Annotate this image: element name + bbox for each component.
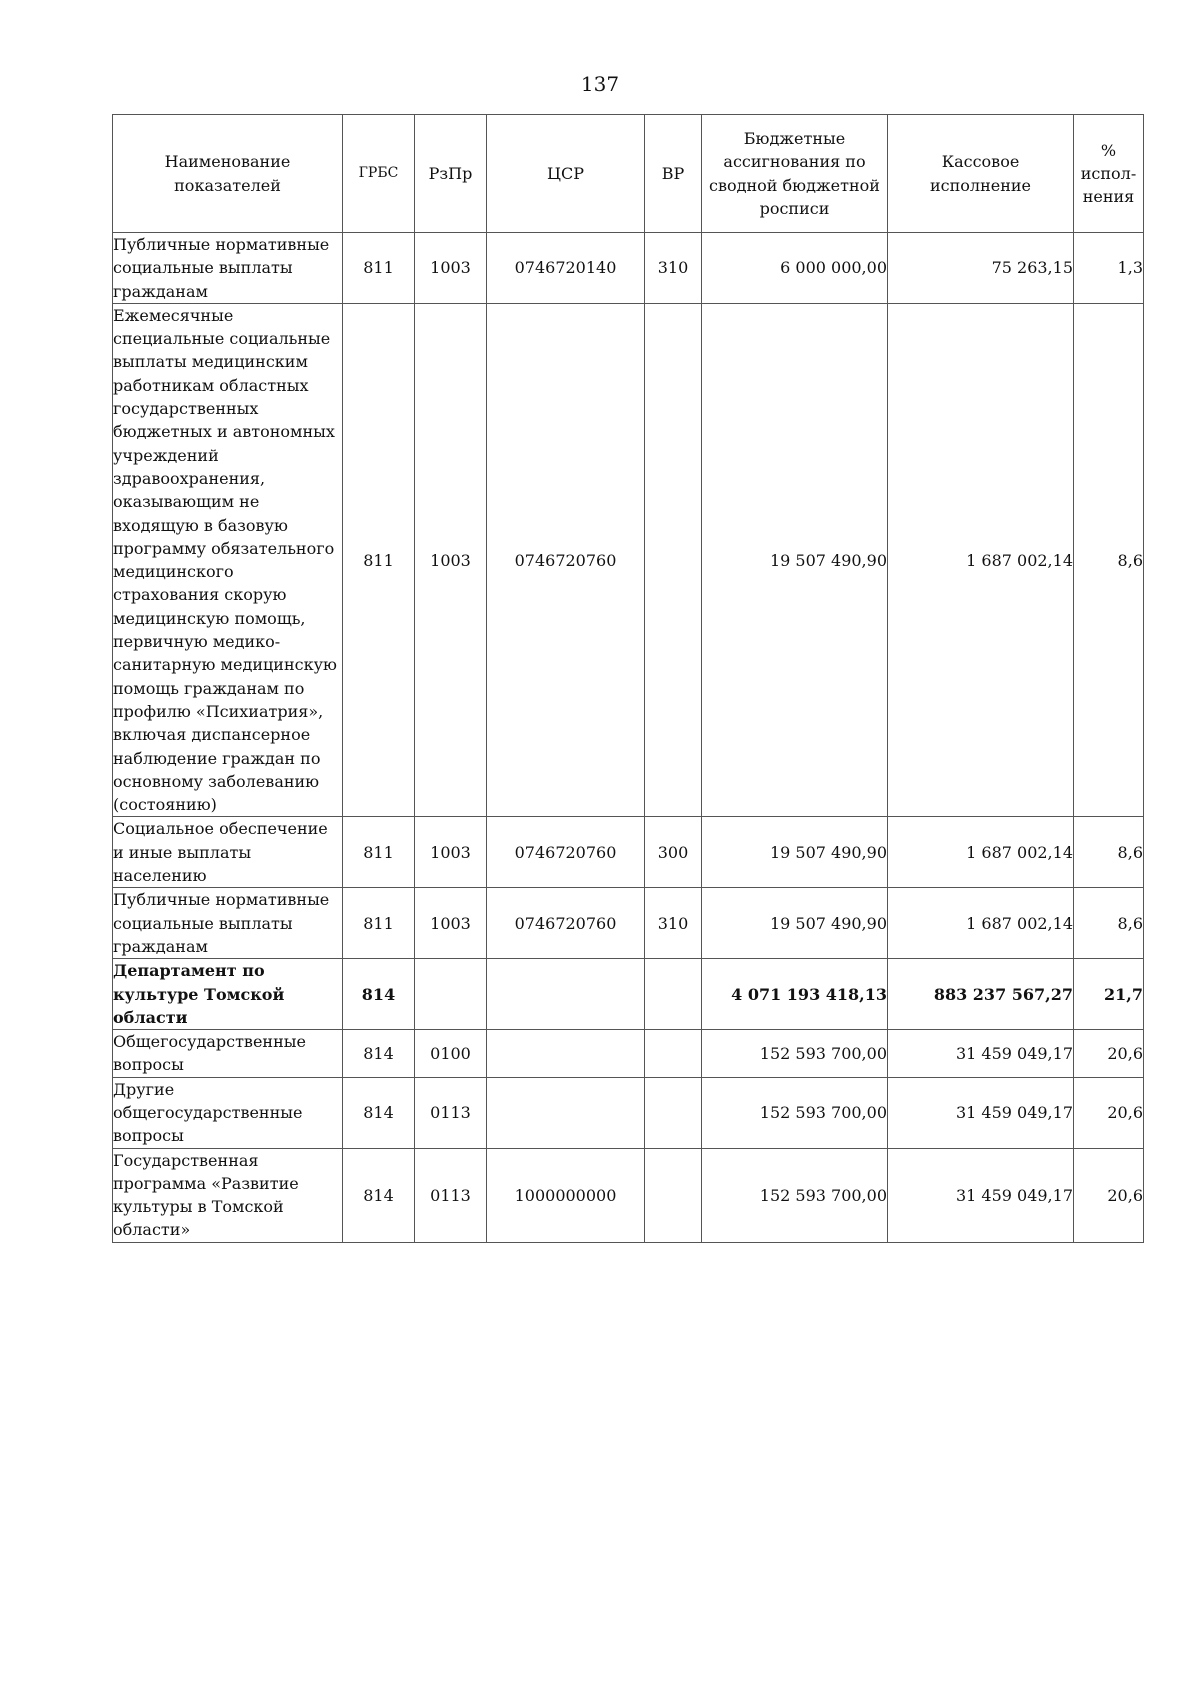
header-rzpr: РзПр <box>415 115 487 233</box>
row-csr: 1000000000 <box>487 1148 645 1242</box>
row-rzpr: 1003 <box>415 303 487 817</box>
header-grbs: ГРБС <box>343 115 415 233</box>
row-budget: 152 593 700,00 <box>702 1030 888 1078</box>
row-name: Публичные нормативные социальные выплаты гражданам <box>113 233 343 304</box>
row-grbs: 814 <box>343 1030 415 1078</box>
row-cash: 883 237 567,27 <box>888 959 1074 1030</box>
row-name: Государственная программа «Развитие культуры в Томской области» <box>113 1148 343 1242</box>
row-rzpr: 0100 <box>415 1030 487 1078</box>
row-rzpr: 0113 <box>415 1077 487 1148</box>
budget-execution-table <box>112 114 1144 1243</box>
row-vr: 310 <box>645 233 702 304</box>
row-name: Социальное обеспечение и иные выплаты населению <box>113 817 343 888</box>
row-vr <box>645 1077 702 1148</box>
row-cash: 1 687 002,14 <box>888 888 1074 959</box>
header-vr: ВР <box>645 115 702 233</box>
row-vr <box>645 1030 702 1078</box>
header-csr: ЦСР <box>487 115 645 233</box>
row-name: Другие общегосударственные вопросы <box>113 1077 343 1148</box>
row-pct: 20,6 <box>1074 1148 1144 1242</box>
table-header-row <box>113 115 1144 233</box>
row-budget: 4 071 193 418,13 <box>702 959 888 1030</box>
row-cash: 75 263,15 <box>888 233 1074 304</box>
row-name: Общегосударственные вопросы <box>113 1030 343 1078</box>
row-name: Ежемесячные специальные социальные выплаты медицинским работникам областных государственных бюджетных и автономных учреждений здравоохранения, оказывающим не входящую в базовую программу обязательного медицинского страхования скорую медицинскую помощь, первичную медико-санитарную медицинскую помощь гражданам по профилю «Психиатрия», включая диспансерное наблюдение граждан по основному заболеванию (состоянию) <box>113 303 343 817</box>
row-grbs: 814 <box>343 1148 415 1242</box>
row-csr: 0746720140 <box>487 233 645 304</box>
row-csr <box>487 1030 645 1078</box>
row-grbs: 811 <box>343 817 415 888</box>
table-row <box>113 1077 1144 1148</box>
row-csr: 0746720760 <box>487 303 645 817</box>
row-rzpr <box>415 959 487 1030</box>
row-budget: 19 507 490,90 <box>702 888 888 959</box>
row-csr: 0746720760 <box>487 888 645 959</box>
row-rzpr: 0113 <box>415 1148 487 1242</box>
row-rzpr: 1003 <box>415 888 487 959</box>
header-name: Наименование показателей <box>113 115 343 233</box>
row-cash: 1 687 002,14 <box>888 817 1074 888</box>
table-row <box>113 888 1144 959</box>
row-pct: 21,7 <box>1074 959 1144 1030</box>
row-grbs: 811 <box>343 233 415 304</box>
row-pct: 20,6 <box>1074 1030 1144 1078</box>
table-row <box>113 959 1144 1030</box>
row-name: Публичные нормативные социальные выплаты гражданам <box>113 888 343 959</box>
row-cash: 31 459 049,17 <box>888 1148 1074 1242</box>
row-vr <box>645 303 702 817</box>
row-vr: 300 <box>645 817 702 888</box>
row-pct: 8,6 <box>1074 817 1144 888</box>
row-cash: 31 459 049,17 <box>888 1077 1074 1148</box>
row-cash: 31 459 049,17 <box>888 1030 1074 1078</box>
row-budget: 152 593 700,00 <box>702 1077 888 1148</box>
table-row <box>113 1030 1144 1078</box>
row-csr: 0746720760 <box>487 817 645 888</box>
table-row <box>113 233 1144 304</box>
row-pct: 20,6 <box>1074 1077 1144 1148</box>
row-budget: 19 507 490,90 <box>702 303 888 817</box>
row-csr <box>487 959 645 1030</box>
row-grbs: 814 <box>343 1077 415 1148</box>
header-cash: Кассовое исполнение <box>888 115 1074 233</box>
row-budget: 6 000 000,00 <box>702 233 888 304</box>
header-pct: % испол-нения <box>1074 115 1144 233</box>
row-vr <box>645 959 702 1030</box>
row-name: Департамент по культуре Томской области <box>113 959 343 1030</box>
table-row <box>113 303 1144 817</box>
row-grbs: 811 <box>343 888 415 959</box>
row-vr: 310 <box>645 888 702 959</box>
row-pct: 8,6 <box>1074 303 1144 817</box>
row-pct: 8,6 <box>1074 888 1144 959</box>
row-rzpr: 1003 <box>415 233 487 304</box>
row-grbs: 814 <box>343 959 415 1030</box>
row-rzpr: 1003 <box>415 817 487 888</box>
header-budget: Бюджетные ассигнования по сводной бюджетной росписи <box>702 115 888 233</box>
row-budget: 152 593 700,00 <box>702 1148 888 1242</box>
row-grbs: 811 <box>343 303 415 817</box>
row-csr <box>487 1077 645 1148</box>
row-pct: 1,3 <box>1074 233 1144 304</box>
row-cash: 1 687 002,14 <box>888 303 1074 817</box>
row-budget: 19 507 490,90 <box>702 817 888 888</box>
row-vr <box>645 1148 702 1242</box>
table-row <box>113 817 1144 888</box>
page-number: 137 <box>580 72 620 96</box>
table-row <box>113 1148 1144 1242</box>
